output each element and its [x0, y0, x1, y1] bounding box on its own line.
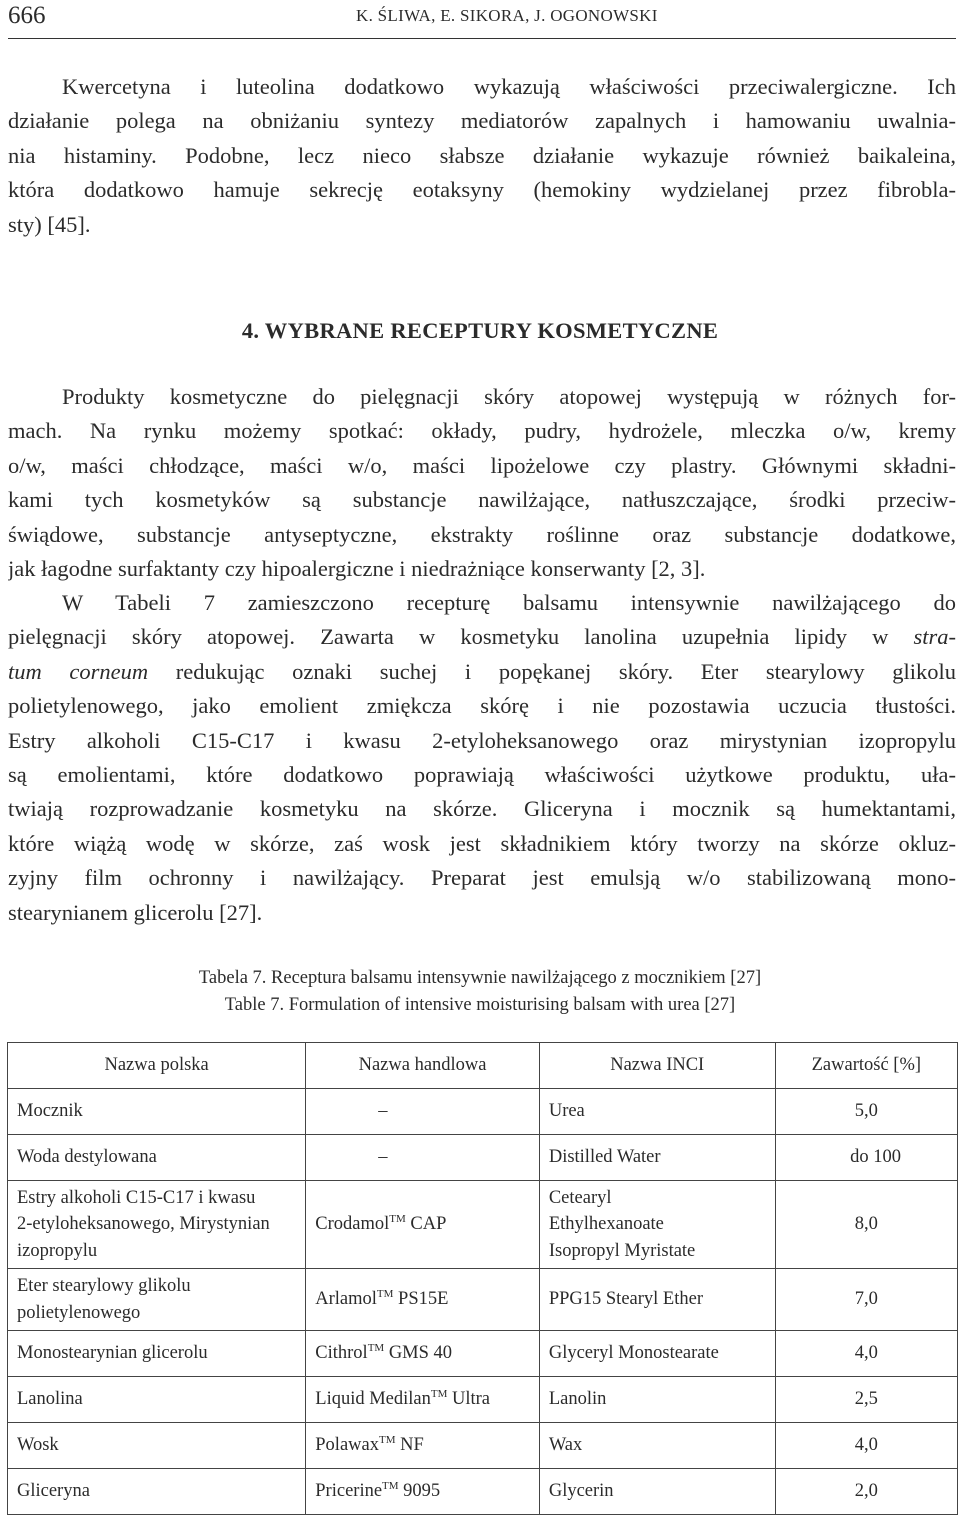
text-line [8, 655, 956, 689]
cell-text: Wosk [17, 1435, 59, 1456]
column-header: Nazwa polska [8, 1043, 306, 1089]
table-row [8, 1181, 958, 1269]
cell-text: Lanolina [17, 1389, 83, 1410]
cell-inci-name [539, 1331, 775, 1377]
cell-trade-name [306, 1089, 540, 1135]
text-line: działanie polega na obniżaniu syntezy mediatorów zapalnych i hamowaniu uwalnia- [8, 108, 956, 134]
cell-polish-name [8, 1181, 306, 1269]
text-line: Kwercetyna i luteolina dodatkowo wykazują właściwości przeciwalergiczne. Ich [62, 74, 956, 99]
cell-text: Isopropyl Myristate [548, 1240, 696, 1261]
cell-text: izopropylu [17, 1240, 98, 1261]
text-line [8, 620, 956, 654]
cell-inci-name [539, 1089, 775, 1135]
trade-name-suffix: PS15E [393, 1289, 449, 1310]
text-line: która dodatkowo hamuje sekrecję eotaksyny (hemokiny wydzielanej przez fibrobla- [8, 177, 956, 203]
cell-content: 4,0 [775, 1331, 957, 1377]
table-header-row [8, 1043, 958, 1089]
cell-polish-name [8, 1269, 306, 1331]
text-line: są emolientami, które dodatkowo poprawiają właściwości użytkowe produktu, uła- [8, 761, 956, 787]
cell-content: 8,0 [775, 1181, 957, 1269]
text-line: polietylenowego, jako emolient zmiękcza skórę i nie pozostawia uczucia tłustości. [8, 693, 956, 719]
table-row [8, 1089, 958, 1135]
cell-inci-name [539, 1423, 775, 1469]
latin-term: tum corneum [8, 658, 149, 684]
cell-polish-name [8, 1089, 306, 1135]
cell-polish-name [8, 1377, 306, 1423]
text-line: zyjny film ochronny i nawilżający. Preparat jest emulsją w/o stabilizowaną mono- [8, 865, 956, 891]
text-line: W Tabeli 7 zamieszczono recepturę balsamu intensywnie nawilżającego do [62, 590, 956, 615]
cell-trade-name [306, 1469, 540, 1515]
trademark-mark: TM [389, 1213, 406, 1226]
cell-text: Monostearynian glicerolu [17, 1343, 208, 1364]
running-head: K. ŚLIWA, E. SIKORA, J. OGONOWSKI [356, 6, 658, 25]
table-row [8, 1135, 958, 1181]
cell-trade-name [306, 1269, 540, 1331]
cell-text: Gliceryna [17, 1481, 90, 1502]
column-header: Nazwa handlowa [306, 1043, 540, 1089]
table-caption-pl: Tabela 7. Receptura balsamu intensywnie nawilżającego z mocznikiem [27] [198, 968, 762, 988]
cell-text: Urea [548, 1101, 585, 1122]
cell-content: 7,0 [775, 1269, 957, 1331]
trade-name-text: Crodamol [315, 1214, 390, 1235]
table-row [8, 1469, 958, 1515]
cell-inci-name [539, 1377, 775, 1423]
cell-inci-name [539, 1181, 775, 1269]
cell-trade-name [306, 1423, 540, 1469]
cell-polish-name [8, 1469, 306, 1515]
cell-trade-name [306, 1181, 540, 1269]
cell-text: polietylenowego [17, 1302, 141, 1323]
trademark-mark: TM [378, 1434, 396, 1447]
cell-text: Lanolin [548, 1389, 607, 1410]
cell-content: 5,0 [775, 1089, 957, 1135]
cell-trade-name [306, 1331, 540, 1377]
trade-name-text: – [378, 1101, 388, 1122]
table-row [8, 1377, 958, 1423]
trade-name-text: Arlamol [315, 1289, 377, 1310]
text-line: kami tych kosmetyków są substancje nawilżające, natłuszczające, środki przeciw- [8, 487, 956, 513]
cell-text: 2-etyloheksanowego, Mirystynian [17, 1214, 270, 1235]
cell-text: Mocznik [17, 1101, 83, 1122]
table-row [8, 1331, 958, 1377]
table-row [8, 1423, 958, 1469]
cell-text: Glycerin [548, 1481, 614, 1502]
page-number: 666 [8, 2, 46, 29]
cell-text: Wax [548, 1435, 583, 1456]
cell-inci-name [539, 1135, 775, 1181]
trademark-mark: TM [430, 1388, 448, 1401]
trade-name-text: Cithrol [315, 1343, 368, 1364]
text-line: mach. Na rynku możemy spotkać: okłady, pudry, hydrożele, mleczka o/w, kremy [8, 418, 956, 444]
cell-content: 4,0 [775, 1423, 957, 1469]
cell-text: Eter stearylowy glikolu [17, 1276, 191, 1296]
trade-name-text: Liquid Medilan [315, 1389, 431, 1410]
table-row [8, 1269, 958, 1331]
cell-text: Cetearyl [548, 1187, 612, 1208]
cell-text: PPG15 Stearyl Ether [548, 1289, 703, 1310]
text-line: świądowe, substancje antyseptyczne, ekstrakty roślinne oraz substancje dodatkowe, [8, 521, 956, 547]
trade-name-text: Polawax [315, 1435, 379, 1456]
section-heading: 4. WYBRANE RECEPTURY KOSMETYCZNE [241, 318, 719, 343]
cell-inci-name [539, 1269, 775, 1331]
text-line: sty) [45]. [8, 211, 91, 237]
trade-name-text: Pricerine [315, 1481, 383, 1502]
formulation-table [7, 1042, 958, 1515]
text-span: redukując oznaki suchej i popękanej skóry. Eter stearylowy glikolu [148, 658, 956, 684]
column-header: Zawartość [%] [775, 1043, 957, 1089]
cell-content: 2,0 [775, 1469, 957, 1515]
trade-name-suffix: Ultra [447, 1389, 491, 1410]
header-rule [8, 38, 956, 39]
text-line: stearynianem glicerolu [27]. [8, 899, 263, 925]
text-line: twiają rozprowadzanie kosmetyku na skórze. Gliceryna i mocznik są humektantami, [8, 796, 956, 822]
text-line: nia histaminy. Podobne, lecz nieco słabsze działanie wykazuje również baikaleina, [8, 142, 956, 168]
text-span: pielęgnacji skóry atopowej. Zawarta w kosmetyku lanolina uzupełnia lipidy w [8, 624, 914, 650]
cell-content: 2,5 [775, 1377, 957, 1423]
text-line: Estry alkoholi C15-C17 i kwasu 2-etyloheksanowego oraz mirystynian izopropylu [8, 727, 956, 753]
column-header: Nazwa INCI [539, 1043, 775, 1089]
cell-text: Ethylhexanoate [548, 1214, 664, 1235]
trade-name-suffix: 9095 [398, 1481, 441, 1502]
cell-text: Woda destylowana [17, 1147, 157, 1168]
trademark-mark: TM [367, 1342, 385, 1355]
table-body [8, 1089, 958, 1515]
trade-name-text: – [378, 1147, 388, 1168]
cell-text: Distilled Water [548, 1147, 661, 1168]
text-line: które wiążą wodę w skórze, zaś wosk jest składnikiem który tworzy na skórze okluz- [8, 830, 956, 856]
latin-term: stra- [913, 624, 956, 650]
table-caption-en: Table 7. Formulation of intensive moisturising balsam with urea [27] [224, 995, 736, 1015]
text-line: Produkty kosmetyczne do pielęgnacji skóry atopowej występują w różnych for- [62, 384, 956, 409]
cell-content: do 100 [775, 1135, 957, 1181]
cell-polish-name [8, 1423, 306, 1469]
paragraph-2 [8, 380, 956, 586]
cell-polish-name [8, 1135, 306, 1181]
text-line: o/w, maści chłodzące, maści w/o, maści lipożelowe czy plastry. Głównymi składni- [8, 452, 956, 478]
trade-name-suffix: GMS 40 [384, 1343, 453, 1364]
trade-name-suffix: NF [395, 1435, 424, 1456]
cell-text: Estry alkoholi C15-C17 i kwasu [17, 1187, 256, 1208]
cell-trade-name [306, 1377, 540, 1423]
paragraph-1 [8, 70, 956, 242]
trademark-mark: TM [382, 1480, 399, 1493]
cell-trade-name [306, 1135, 540, 1181]
paragraph-3 [8, 586, 956, 930]
text-line: jak łagodne surfaktanty czy hipoalergiczne i niedrażniące konserwanty [2, 3]. [8, 555, 706, 581]
trademark-mark: TM [376, 1288, 394, 1301]
trade-name-suffix: CAP [405, 1214, 447, 1235]
cell-inci-name [539, 1469, 775, 1515]
cell-text: Glyceryl Monostearate [548, 1343, 719, 1364]
cell-polish-name [8, 1331, 306, 1377]
